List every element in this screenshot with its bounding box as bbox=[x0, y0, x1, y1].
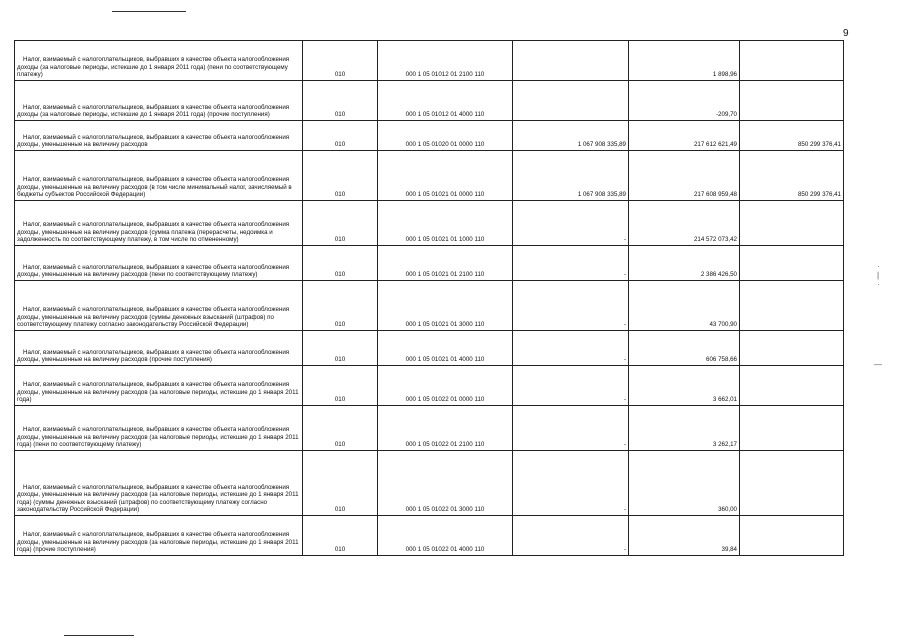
unexecuted-amount-cell bbox=[740, 281, 844, 331]
executed-amount-cell: 606 758,66 bbox=[629, 331, 740, 366]
executed-amount-cell: 214 572 073,42 bbox=[629, 201, 740, 246]
approved-amount-cell: - bbox=[513, 451, 629, 516]
executed-amount-cell: 2 386 426,50 bbox=[629, 246, 740, 281]
line-code-cell: 010 bbox=[303, 281, 378, 331]
line-code-cell: 010 bbox=[303, 121, 378, 151]
kbk-code-cell: 000 1 05 01022 01 2100 110 bbox=[378, 406, 513, 451]
approved-amount-cell: 1 067 908 335,89 bbox=[513, 121, 629, 151]
budget-execution-table bbox=[14, 40, 844, 556]
row-name-cell: Налог, взимаемый с налогоплательщиков, выбравших в качестве объекта налогообложения доходы, уменьшенные на величину расходов (за налоговые периоды, истекшие до 1 января 2011 года) (суммы денежных взысканий (штрафов) по соответствующему платежу согласно законодательству Российской Федерации) bbox=[15, 451, 303, 516]
table-row bbox=[15, 366, 844, 406]
margin-mark: · | · bbox=[877, 262, 880, 289]
executed-amount-cell: -209,70 bbox=[629, 81, 740, 121]
executed-amount-cell: 43 700,90 bbox=[629, 281, 740, 331]
kbk-code-cell: 000 1 05 01021 01 1000 110 bbox=[378, 201, 513, 246]
row-name-cell: Налог, взимаемый с налогоплательщиков, выбравших в качестве объекта налогообложения доходы, уменьшенные на величину расходов (за налоговые периоды, истекшие до 1 января 2011 года) bbox=[15, 366, 303, 406]
table-row bbox=[15, 281, 844, 331]
unexecuted-amount-cell bbox=[740, 246, 844, 281]
unexecuted-amount-cell bbox=[740, 451, 844, 516]
table-row bbox=[15, 81, 844, 121]
executed-amount-cell: 217 608 959,48 bbox=[629, 151, 740, 201]
row-name-cell: Налог, взимаемый с налогоплательщиков, выбравших в качестве объекта налогообложения доходы (за налоговые периоды, истекшие до 1 января 2011 года) (пени по соответствующему платежу) bbox=[15, 41, 303, 81]
approved-amount-cell bbox=[513, 81, 629, 121]
kbk-code-cell: 000 1 05 01021 01 0000 110 bbox=[378, 151, 513, 201]
approved-amount-cell: - bbox=[513, 406, 629, 451]
line-code-cell: 010 bbox=[303, 406, 378, 451]
table-row bbox=[15, 406, 844, 451]
unexecuted-amount-cell bbox=[740, 366, 844, 406]
executed-amount-cell: 1 898,96 bbox=[629, 41, 740, 81]
table-row bbox=[15, 451, 844, 516]
row-name-cell: Налог, взимаемый с налогоплательщиков, выбравших в качестве объекта налогообложения доходы, уменьшенные на величину расходов (суммы денежных взысканий (штрафов) по соответствующему платежу согласно законодательству Российской Федерации) bbox=[15, 281, 303, 331]
executed-amount-cell: 39,84 bbox=[629, 516, 740, 556]
kbk-code-cell: 000 1 05 01021 01 2100 110 bbox=[378, 246, 513, 281]
approved-amount-cell: - bbox=[513, 331, 629, 366]
approved-amount-cell: 1 067 908 335,89 bbox=[513, 151, 629, 201]
page-number: 9 bbox=[843, 28, 849, 39]
approved-amount-cell: - bbox=[513, 246, 629, 281]
table-row bbox=[15, 516, 844, 556]
line-code-cell: 010 bbox=[303, 151, 378, 201]
row-name-cell: Налог, взимаемый с налогоплательщиков, выбравших в качестве объекта налогообложения доходы, уменьшенные на величину расходов (за налоговые периоды, истекшие до 1 января 2011 года) (прочие поступления) bbox=[15, 516, 303, 556]
kbk-code-cell: 000 1 05 01022 01 3000 110 bbox=[378, 451, 513, 516]
table-row bbox=[15, 201, 844, 246]
line-code-cell: 010 bbox=[303, 366, 378, 406]
table-row bbox=[15, 246, 844, 281]
table-row bbox=[15, 151, 844, 201]
unexecuted-amount-cell bbox=[740, 81, 844, 121]
row-name-cell: Налог, взимаемый с налогоплательщиков, выбравших в качестве объекта налогообложения доходы, уменьшенные на величину расходов bbox=[15, 121, 303, 151]
table-row bbox=[15, 41, 844, 81]
kbk-code-cell: 000 1 05 01021 01 4000 110 bbox=[378, 331, 513, 366]
line-code-cell: 010 bbox=[303, 81, 378, 121]
executed-amount-cell: 3 662,01 bbox=[629, 366, 740, 406]
row-name-cell: Налог, взимаемый с налогоплательщиков, выбравших в качестве объекта налогообложения доходы, уменьшенные на величину расходов (за налоговые периоды, истекшие до 1 января 2011 года) (пени по соответствующему платежу) bbox=[15, 406, 303, 451]
table-row bbox=[15, 331, 844, 366]
row-name-cell: Налог, взимаемый с налогоплательщиков, выбравших в качестве объекта налогообложения доходы, уменьшенные на величину расходов (прочие поступления) bbox=[15, 331, 303, 366]
line-code-cell: 010 bbox=[303, 516, 378, 556]
unexecuted-amount-cell bbox=[740, 331, 844, 366]
kbk-code-cell: 000 1 05 01021 01 3000 110 bbox=[378, 281, 513, 331]
kbk-code-cell: 000 1 05 01012 01 2100 110 bbox=[378, 41, 513, 81]
line-code-cell: 010 bbox=[303, 331, 378, 366]
approved-amount-cell: - bbox=[513, 516, 629, 556]
unexecuted-amount-cell: 850 299 376,41 bbox=[740, 151, 844, 201]
approved-amount-cell bbox=[513, 41, 629, 81]
margin-mark: — bbox=[874, 360, 882, 369]
executed-amount-cell: 3 262,17 bbox=[629, 406, 740, 451]
line-code-cell: 010 bbox=[303, 41, 378, 81]
scan-artifact-top bbox=[112, 11, 186, 12]
approved-amount-cell: - bbox=[513, 281, 629, 331]
kbk-code-cell: 000 1 05 01012 01 4000 110 bbox=[378, 81, 513, 121]
unexecuted-amount-cell bbox=[740, 41, 844, 81]
row-name-cell: Налог, взимаемый с налогоплательщиков, выбравших в качестве объекта налогообложения доходы, уменьшенные на величину расходов (сумма платежа (перерасчеты, недоимка и задолженность по соответствующему платежу, в том числе по отмененному) bbox=[15, 201, 303, 246]
scan-artifact-bottom bbox=[64, 635, 134, 636]
line-code-cell: 010 bbox=[303, 246, 378, 281]
unexecuted-amount-cell bbox=[740, 201, 844, 246]
row-name-cell: Налог, взимаемый с налогоплательщиков, выбравших в качестве объекта налогообложения доходы, уменьшенные на величину расходов (в том числе минимальный налог, зачисляемый в бюджеты субъектов Российской Федерации) bbox=[15, 151, 303, 201]
table-row bbox=[15, 121, 844, 151]
approved-amount-cell: - bbox=[513, 366, 629, 406]
row-name-cell: Налог, взимаемый с налогоплательщиков, выбравших в качестве объекта налогообложения доходы (за налоговые периоды, истекшие до 1 января 2011 года) (прочие поступления) bbox=[15, 81, 303, 121]
line-code-cell: 010 bbox=[303, 201, 378, 246]
unexecuted-amount-cell bbox=[740, 516, 844, 556]
kbk-code-cell: 000 1 05 01020 01 0000 110 bbox=[378, 121, 513, 151]
line-code-cell: 010 bbox=[303, 451, 378, 516]
kbk-code-cell: 000 1 05 01022 01 0000 110 bbox=[378, 366, 513, 406]
approved-amount-cell: - bbox=[513, 201, 629, 246]
executed-amount-cell: 217 612 621,49 bbox=[629, 121, 740, 151]
unexecuted-amount-cell: 850 299 376,41 bbox=[740, 121, 844, 151]
row-name-cell: Налог, взимаемый с налогоплательщиков, выбравших в качестве объекта налогообложения доходы, уменьшенные на величину расходов (пени по соответствующему платежу) bbox=[15, 246, 303, 281]
kbk-code-cell: 000 1 05 01022 01 4000 110 bbox=[378, 516, 513, 556]
executed-amount-cell: 360,00 bbox=[629, 451, 740, 516]
unexecuted-amount-cell bbox=[740, 406, 844, 451]
